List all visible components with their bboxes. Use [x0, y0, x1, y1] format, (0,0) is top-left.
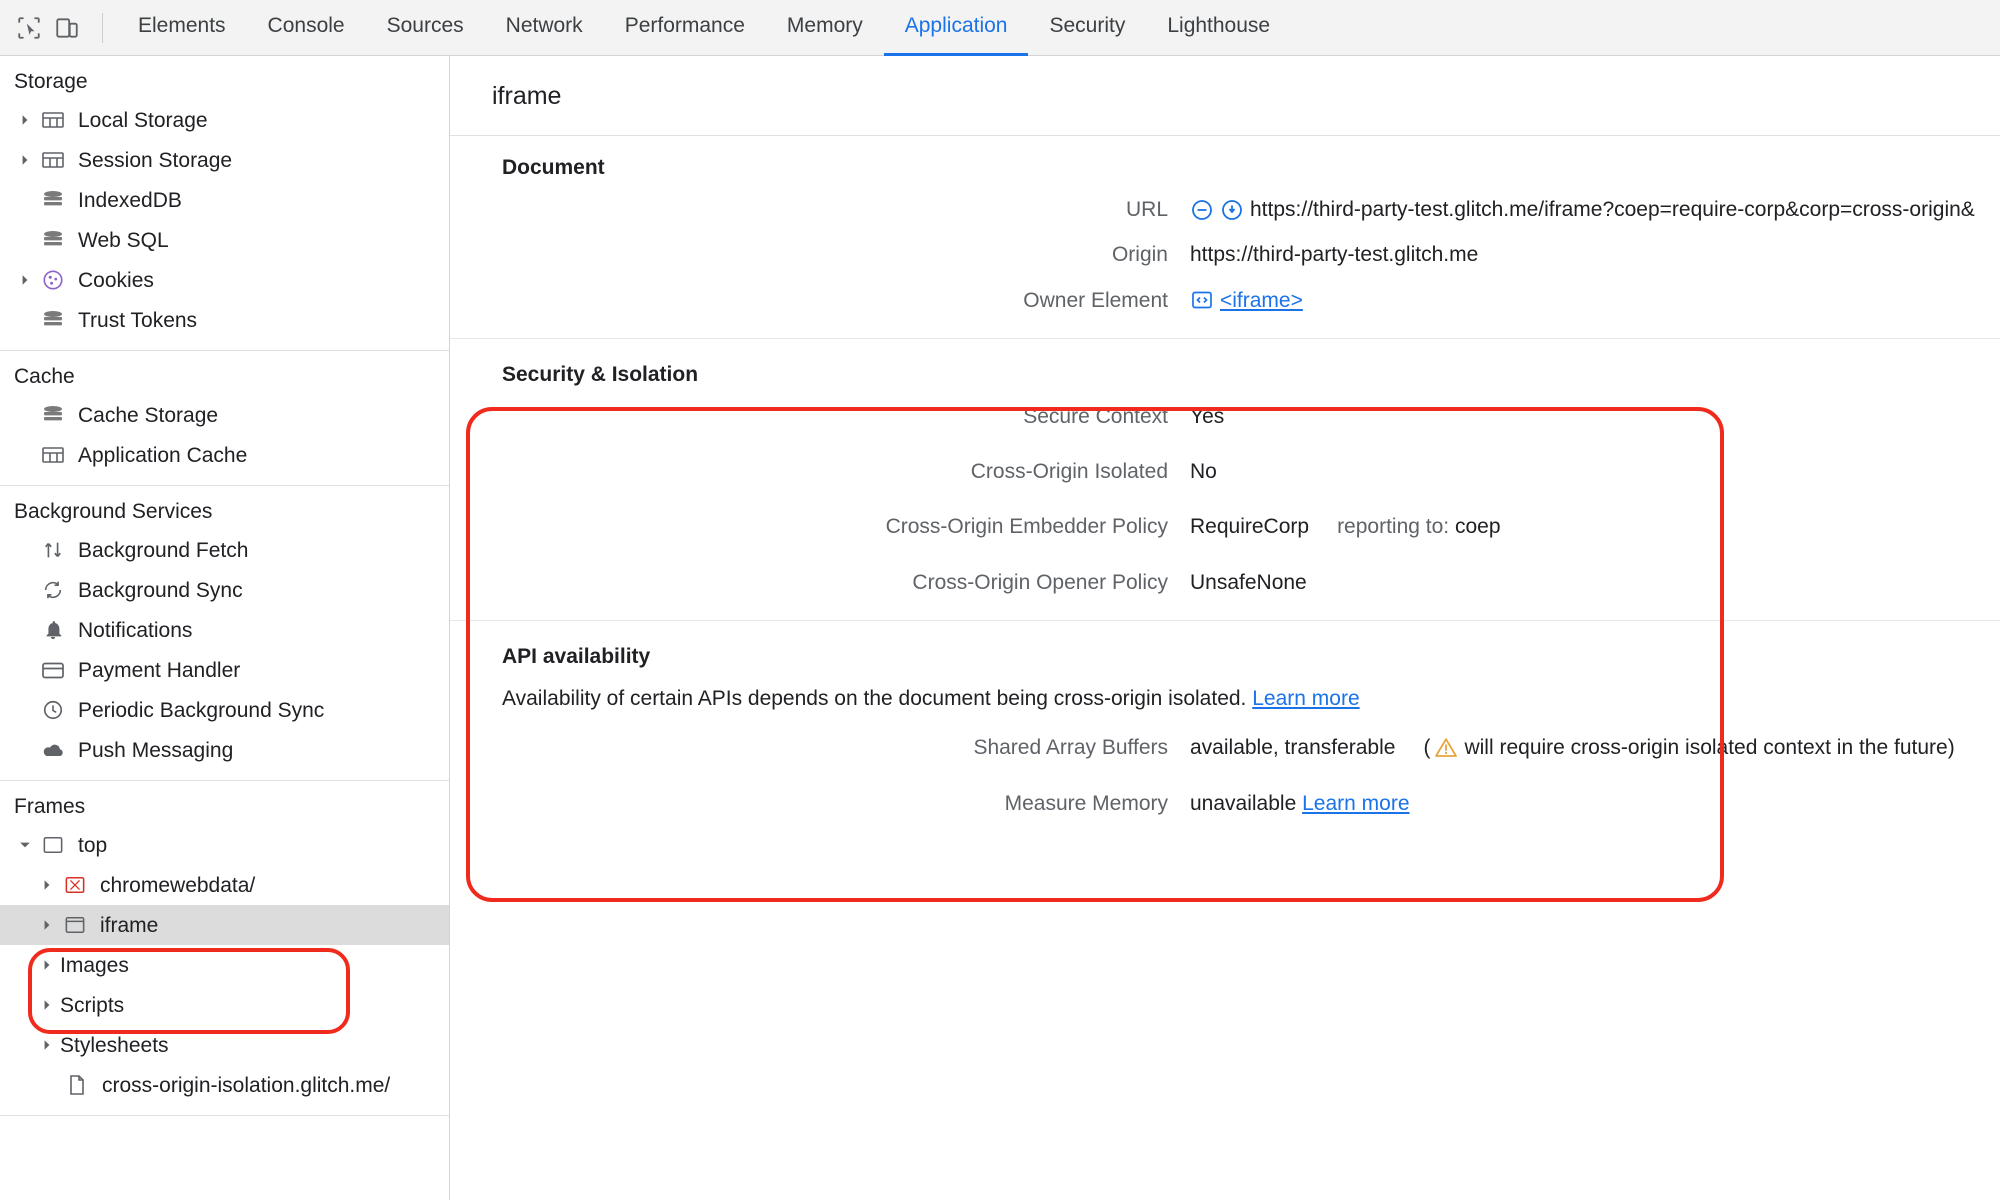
sidebar-item-label: chromewebdata/ [100, 873, 256, 897]
row-coep [450, 513, 2000, 540]
api-note-learn-more-link[interactable]: Learn more [1252, 687, 1360, 711]
row-value [1190, 790, 1410, 817]
tab-application[interactable]: Application [884, 0, 1029, 56]
row-value [1190, 287, 1303, 314]
sab-value: available, transferable [1190, 736, 1396, 760]
cloud-icon [38, 740, 68, 760]
sidebar-item-top[interactable] [0, 825, 449, 865]
row-value: No [1190, 460, 1217, 484]
security-isolation-section [450, 339, 2000, 621]
chevron-right-icon[interactable] [36, 959, 58, 971]
sidebar-item-cross-origin-isolation[interactable] [0, 1065, 449, 1105]
table-icon [38, 445, 68, 465]
api-note-text: Availability of certain APIs depends on the document being cross-origin isolated. [502, 687, 1247, 711]
tab-security[interactable]: Security [1049, 14, 1126, 37]
database-icon [38, 404, 68, 426]
chevron-right-icon[interactable] [36, 919, 58, 931]
frame-icon [38, 835, 68, 855]
sidebar-item-label: Background Fetch [78, 538, 249, 562]
api-availability-note [450, 685, 2000, 712]
chevron-right-icon[interactable] [36, 1039, 58, 1051]
database-icon [38, 189, 68, 211]
sidebar-item-payment-handler[interactable] [0, 650, 449, 690]
sidebar-item-background-sync[interactable] [0, 570, 449, 610]
sidebar-item-label: Scripts [60, 993, 125, 1017]
coep-value: RequireCorp [1190, 515, 1310, 539]
url-text: https://third-party-test.glitch.me/iframe?coep=require-corp&corp=cross-origin& [1250, 198, 1975, 221]
measure-memory-value: unavailable [1190, 791, 1297, 815]
row-label: Shared Array Buffers [973, 736, 1168, 760]
row-shared-array-buffers [450, 734, 2000, 761]
row-label: Origin [1111, 243, 1168, 267]
sidebar-item-label: iframe [100, 913, 159, 937]
sidebar-item-label: Session Storage [78, 148, 233, 172]
table-icon [38, 150, 68, 170]
sidebar-group-storage [0, 56, 449, 351]
chevron-down-icon[interactable] [14, 839, 36, 851]
sidebar-item-label: cross-origin-isolation.glitch.me/ [102, 1073, 391, 1097]
network-request-icon[interactable] [1220, 198, 1244, 222]
chevron-right-icon[interactable] [14, 274, 36, 286]
row-value [1190, 734, 1955, 761]
sidebar-item-trust-tokens[interactable] [0, 300, 449, 340]
sidebar-item-label: Notifications [78, 618, 193, 642]
measure-memory-learn-more-link[interactable]: Learn more [1302, 791, 1410, 815]
chevron-right-icon[interactable] [14, 154, 36, 166]
inspect-cursor-icon[interactable] [10, 9, 48, 47]
tab-lighthouse[interactable]: Lighthouse [1167, 14, 1271, 37]
sidebar-item-label: Trust Tokens [78, 308, 198, 332]
tab-memory[interactable]: Memory [786, 14, 863, 37]
sidebar-item-session-storage[interactable] [0, 140, 449, 180]
chevron-right-icon[interactable] [36, 999, 58, 1011]
sidebar-item-stylesheets[interactable] [0, 1025, 449, 1065]
row-coop [450, 569, 2000, 596]
sidebar-item-label: Push Messaging [78, 738, 234, 762]
row-cross-origin-isolated [450, 458, 2000, 485]
row-label: Cross-Origin Opener Policy [912, 570, 1168, 594]
sidebar-header-background-services: Background Services [14, 500, 213, 523]
chevron-right-icon[interactable] [14, 114, 36, 126]
frame-details-panel [450, 56, 2000, 1200]
sidebar-group-frames [0, 781, 449, 1116]
sidebar-item-local-storage[interactable] [0, 100, 449, 140]
section-title-security: Security & Isolation [502, 362, 699, 386]
warning-icon [1434, 736, 1458, 760]
sidebar-item-application-cache[interactable] [0, 435, 449, 475]
sidebar-item-label: Cache Storage [78, 403, 219, 427]
tab-network[interactable]: Network [505, 14, 583, 37]
sidebar-group-cache [0, 351, 449, 486]
chevron-right-icon[interactable] [36, 879, 58, 891]
application-sidebar [0, 56, 450, 1200]
sidebar-header-cache: Cache [14, 365, 75, 388]
sab-paren-open: ( [1423, 736, 1431, 760]
panel-tabs [117, 0, 1291, 56]
sidebar-header-storage: Storage [14, 70, 88, 93]
sidebar-item-label: Periodic Background Sync [78, 698, 325, 722]
row-label: Secure Context [1023, 404, 1168, 428]
console-message-icon[interactable] [1190, 198, 1214, 222]
toolbar-divider [102, 13, 103, 43]
sidebar-item-label: Stylesheets [60, 1033, 169, 1057]
sidebar-item-label: Web SQL [78, 228, 169, 252]
row-label: Cross-Origin Isolated [970, 460, 1168, 484]
code-icon [1190, 288, 1214, 312]
row-value: https://third-party-test.glitch.me [1190, 243, 1479, 267]
sidebar-item-label: top [78, 833, 108, 857]
updown-arrows-icon [38, 539, 68, 561]
sidebar-item-images[interactable] [0, 945, 449, 985]
sidebar-item-label: Background Sync [78, 578, 243, 602]
tab-performance[interactable]: Performance [624, 14, 745, 37]
bell-icon [38, 619, 68, 641]
row-url [450, 196, 2000, 223]
sidebar-item-label: Images [60, 953, 129, 977]
sidebar-item-label: IndexedDB [78, 188, 182, 212]
sidebar-item-chromewebdata[interactable] [0, 865, 449, 905]
owner-element-link[interactable]: <iframe> [1220, 288, 1303, 312]
sidebar-item-periodic-background-sync[interactable] [0, 690, 449, 730]
tab-sources[interactable]: Sources [386, 14, 464, 37]
api-availability-section [450, 621, 2000, 839]
tab-elements[interactable]: Elements [138, 14, 226, 37]
devtools-toolbar [0, 0, 2000, 56]
sidebar-item-scripts[interactable] [0, 985, 449, 1025]
database-icon [38, 229, 68, 251]
row-value [1190, 196, 1975, 223]
document-section [450, 136, 2000, 339]
row-label: URL [1125, 198, 1168, 221]
frame-broken-icon [60, 875, 90, 895]
sidebar-item-indexeddb[interactable] [0, 180, 449, 220]
sync-icon [38, 579, 68, 601]
sidebar-item-label: Cookies [78, 268, 154, 292]
section-title-api: API availability [502, 645, 651, 669]
sidebar-item-cache-storage[interactable] [0, 395, 449, 435]
tab-console[interactable]: Console [267, 14, 345, 37]
sab-warning-text: will require cross-origin isolated context in the future) [1464, 736, 1955, 760]
row-label: Cross-Origin Embedder Policy [885, 515, 1168, 539]
row-value: UnsafeNone [1190, 570, 1307, 594]
clock-icon [38, 699, 68, 721]
sidebar-group-background-services [0, 486, 449, 781]
document-icon [62, 1074, 92, 1096]
row-origin [450, 241, 2000, 268]
sidebar-item-iframe[interactable] [0, 905, 449, 945]
sidebar-item-web-sql[interactable] [0, 220, 449, 260]
devtools-body [0, 56, 2000, 1200]
row-secure-context [450, 403, 2000, 430]
table-icon [38, 110, 68, 130]
row-value: Yes [1190, 404, 1225, 428]
database-icon [38, 309, 68, 331]
sidebar-item-label: Local Storage [78, 108, 208, 132]
sidebar-item-label: Payment Handler [78, 658, 241, 682]
row-value [1190, 513, 1501, 540]
cookie-icon [38, 269, 68, 291]
sidebar-item-label: Application Cache [78, 443, 248, 467]
device-toolbar-icon[interactable] [48, 9, 86, 47]
sidebar-item-background-fetch[interactable] [0, 530, 449, 570]
sidebar-item-cookies[interactable] [0, 260, 449, 300]
coep-reporting-value: coep [1454, 515, 1501, 539]
credit-card-icon [38, 660, 68, 680]
page-title: iframe [450, 56, 2000, 136]
sidebar-header-frames: Frames [14, 795, 86, 818]
row-measure-memory [450, 790, 2000, 817]
sidebar-item-notifications[interactable] [0, 610, 449, 650]
row-owner-element [450, 287, 2000, 314]
section-title-document: Document [502, 156, 605, 179]
row-label: Owner Element [1023, 288, 1168, 312]
coep-reporting-label: reporting to: [1337, 515, 1450, 539]
row-label: Measure Memory [1004, 791, 1168, 815]
frame-icon [60, 915, 90, 935]
sidebar-item-push-messaging[interactable] [0, 730, 449, 770]
